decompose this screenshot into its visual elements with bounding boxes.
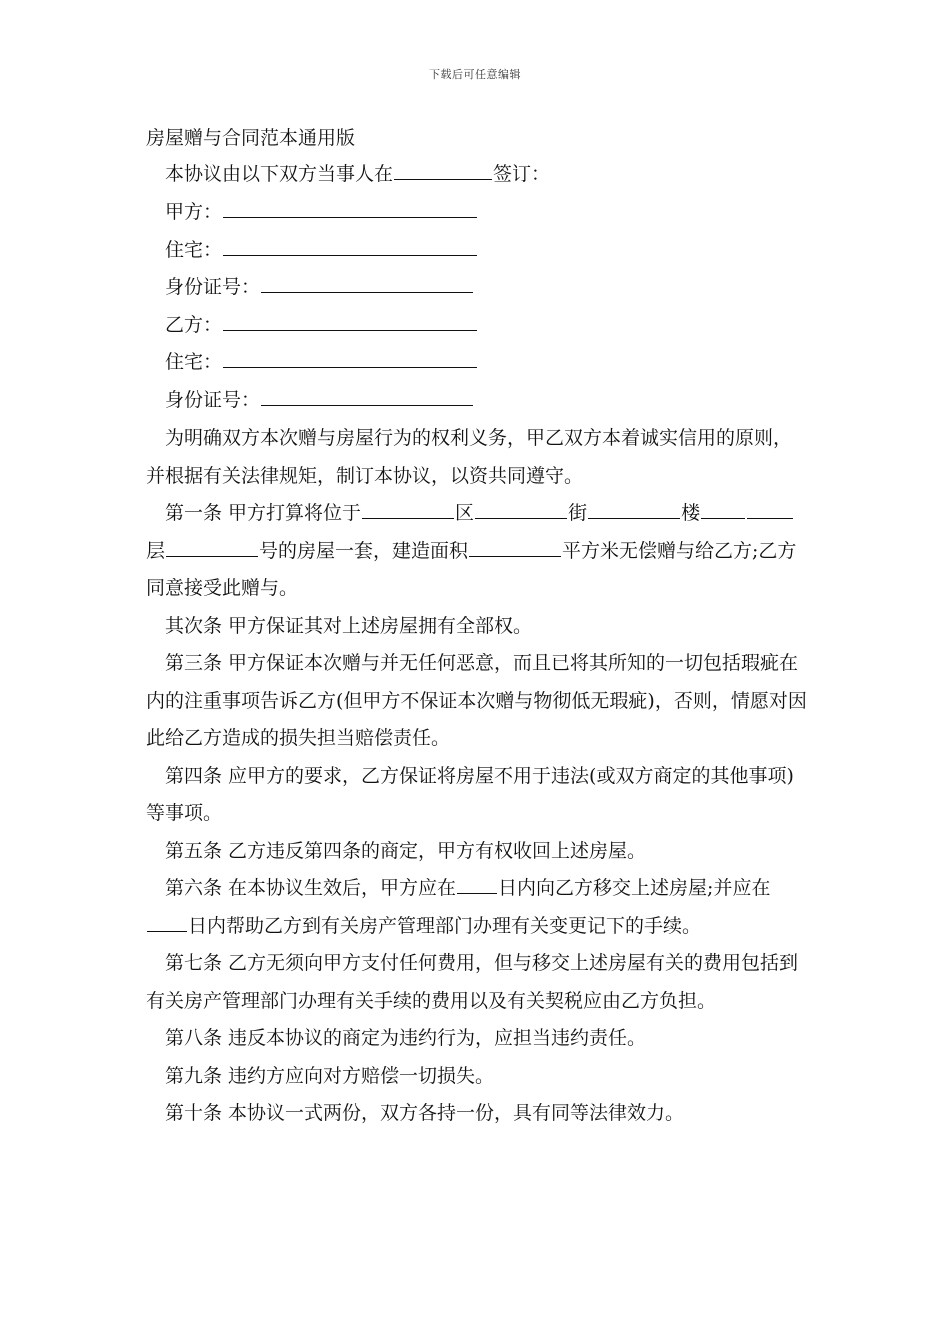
floor-blank-part-1 — [701, 498, 745, 519]
handover-days-blank — [457, 873, 497, 894]
article-6 — [146, 870, 808, 945]
article-6-text-2: 日内向乙方移交上述房屋;并应在 — [498, 877, 771, 899]
party-a-address-label: 住宅： — [165, 238, 223, 261]
intro-text: 本协议由以下双方当事人在 — [165, 163, 394, 185]
header-note: 下载后可任意编辑 — [429, 68, 521, 81]
party-b-address-blank — [223, 347, 477, 368]
article-1-text-2: 区 — [455, 502, 475, 524]
floor-blank-part-2 — [747, 498, 793, 519]
article-1-text-5: 层 — [146, 539, 166, 562]
article-6-text-3: 日内帮助乙方到有关房产管理部门办理有关变更记下的手续。 — [188, 914, 702, 937]
contract-body — [146, 420, 808, 1133]
signing-place-blank — [394, 159, 492, 180]
article-1-text-1: 第一条 甲方打算将位于 — [165, 502, 362, 524]
article-6-text-1: 第六条 在本协议生效后，甲方应在 — [165, 877, 457, 899]
intro-line — [165, 159, 550, 188]
party-a-id-blank — [261, 272, 473, 293]
article-10: 第十条 本协议一式两份，双方各持一份，具有同等法律效力。 — [165, 1102, 685, 1124]
area-blank — [469, 536, 561, 557]
registration-days-blank — [147, 911, 187, 932]
article-1-text-7: 平方米无偿赠与给乙方;乙方同意接受此赠与。 — [146, 539, 797, 599]
party-b-label: 乙方： — [165, 313, 223, 336]
document-title: 房屋赠与合同范本通用版 — [146, 127, 356, 149]
street-blank — [475, 498, 567, 519]
article-1-text-3: 街 — [568, 502, 588, 524]
article-1-text-4: 楼 — [681, 502, 701, 524]
party-a-address-blank — [223, 235, 477, 256]
party-b-id-blank — [261, 385, 473, 406]
party-b-id-label: 身份证号： — [165, 388, 261, 411]
intro-suffix: 签订： — [493, 163, 551, 185]
party-info-list — [165, 197, 565, 422]
room-number-blank — [166, 536, 258, 557]
article-3: 第三条 甲方保证本次赠与并无任何恶意，而且已将其所知的一切包括瑕疵在内的注重事项告诉乙方(但甲方不保证本次赠与物彻低无瑕疵)，否则，情愿对因此给乙方造成的损失担当赔偿责任。 — [146, 652, 807, 749]
article-9: 第九条 违约方应向对方赔偿一切损失。 — [165, 1064, 495, 1087]
party-a-address-row — [165, 235, 565, 273]
district-blank — [362, 498, 454, 519]
article-1-text-6: 号的房屋一套，建造面积 — [259, 539, 469, 562]
building-blank — [588, 498, 680, 519]
party-a-id-row — [165, 272, 565, 310]
party-b-blank — [223, 310, 477, 331]
article-8: 第八条 违反本协议的商定为违约行为，应担当违约责任。 — [165, 1027, 647, 1049]
article-2: 其次条 甲方保证其对上述房屋拥有全部权。 — [165, 614, 533, 637]
preamble-paragraph: 为明确双方本次赠与房屋行为的权利义务，甲乙双方本着诚实信用的原则，并根据有关法律规矩，制订本协议，以资共同遵守。 — [146, 427, 793, 487]
party-a-row — [165, 197, 565, 235]
article-5: 第五条 乙方违反第四条的商定，甲方有权收回上述房屋。 — [165, 839, 647, 862]
article-1 — [146, 495, 808, 608]
party-b-address-label: 住宅： — [165, 351, 223, 373]
article-4: 第四条 应甲方的要求，乙方保证将房屋不用于违法(或双方商定的其他事项)等事项。 — [146, 764, 794, 824]
party-b-id-row — [165, 385, 565, 423]
party-a-label: 甲方： — [165, 201, 223, 223]
party-b-row — [165, 310, 565, 348]
party-b-address-row — [165, 347, 565, 385]
article-7: 第七条 乙方无须向甲方支付任何费用，但与移交上述房屋有关的费用包括到有关房产管理部门办理有关手续的费用以及有关契税应由乙方负担。 — [146, 952, 799, 1012]
party-a-id-label: 身份证号： — [165, 276, 261, 298]
party-a-blank — [223, 197, 477, 218]
